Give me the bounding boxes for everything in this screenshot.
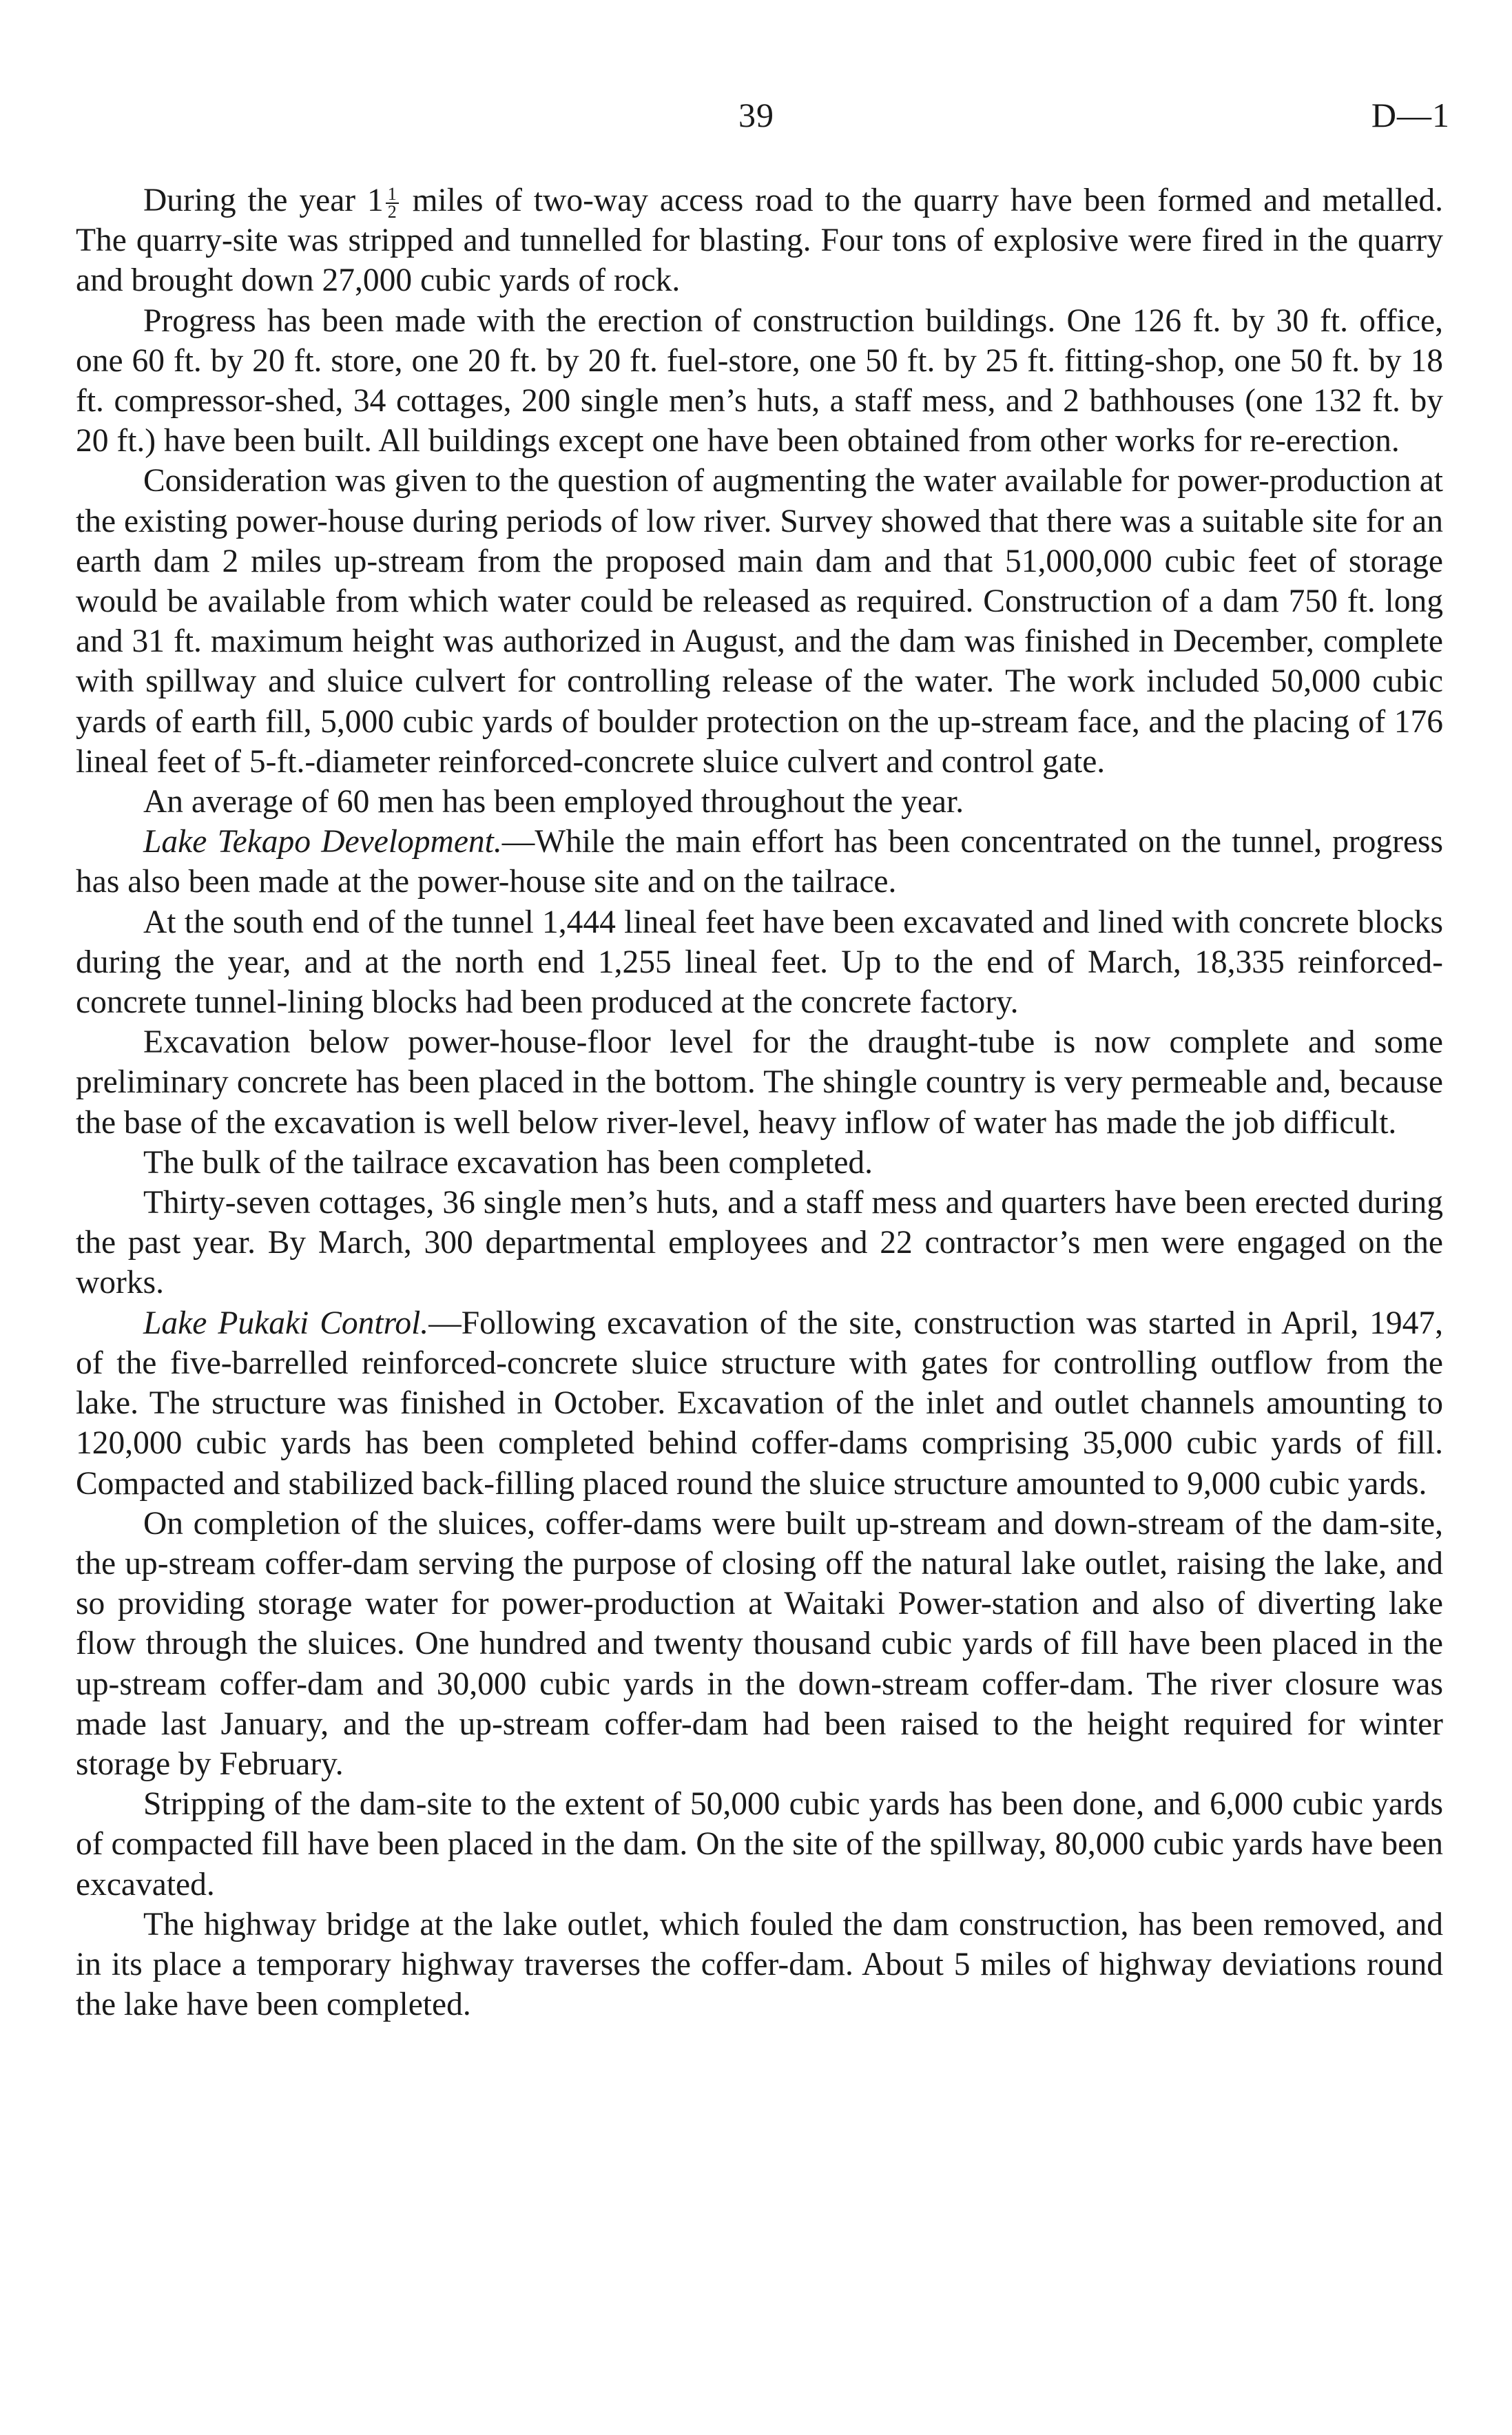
paragraph-highway-bridge: The highway bridge at the lake outlet, which fouled the dam construction, has been removed, and in its place a temporary highway traverses the coffer-dam. About 5 miles of highway deviations round the lake have been completed. [76,1906,1443,2023]
page-header [0,95,1512,143]
section-heading-lake-tekapo: Lake Tekapo Development. [143,824,502,860]
paragraph-stripping: Stripping of the dam-site to the extent of 50,000 cubic yards has been done, and 6,000 cubic yards of compacted fill have been placed in the dam. On the site of the spillway, 80,000 cubic yards have been excavated. [76,1786,1443,1903]
document-code: D—1 [1371,96,1450,134]
fraction-denominator: 2 [387,202,397,222]
paragraph-access-road [76,180,1443,301]
paragraph-text: During the year 1 [143,183,384,218]
paragraph-tailrace: The bulk of the tailrace excavation has been completed. [143,1144,873,1181]
paragraph-lake-tekapo [76,822,1443,902]
section-heading-lake-pukaki: Lake Pukaki Control. [143,1305,429,1341]
paragraph-lake-pukaki [76,1303,1443,1504]
paragraph-construction-buildings: Progress has been made with the erection of construction buildings. One 126 ft. by 30 ft. office, one 60 ft. by 20 ft. store, one 20 ft. by 20 ft. fuel-store, one 50 ft. by 25 ft. fitting-shop, one 50 ft. by 18 ft. compressor-shed, 34 cottages, 200 single men’s huts, a staff mess, and 2 bathhouses (one 132 ft. by 20 ft.) have been built. All buildings except one have been obtained from other works for re-erection. [76,302,1443,459]
paragraph-average-men: An average of 60 men has been employed throughout the year. [143,784,964,820]
paragraph-text: miles of two-way access road to the quarry have been formed and metalled. The quarry-site was stripped and tunnelled for blasting. Four tons of explosive were fired in the quarry and brought down 27,000 cubic yards of rock. [76,183,1443,299]
body-text [76,180,1443,2024]
paragraph-cottages: Thirty-seven cottages, 36 single men’s huts, and a staff mess and quarters have been erected during the past year. By March, 300 departmental employees and 22 contractor’s men were engaged on the works. [76,1185,1443,1301]
paragraph-text: —Following excavation of the site, construction was started in April, 1947, of the five-barrelled reinforced-concrete sluice structure with gates for controlling outflow from the lake. The structure was finished in October. Excavation of the inlet and outlet channels amounting to 120,000 cubic yards has been completed behind coffer-dams comprising 35,000 cubic yards of fill. Compacted and stabilized back-filling placed round the sluice structure amounted to 9,000 cubic yards. [76,1305,1444,1502]
fraction-numerator: 1 [386,186,399,204]
paragraph-excavation: Excavation below power-house-floor level for the draught-tube is now complete and some preliminary concrete has been placed in the bottom. The shingle country is very permeable and, because the base of the excavation is well below river-level, heavy inflow of water has made the job difficult. [76,1024,1443,1141]
paragraph-text: —While the main effort has been concentrated on the tunnel, progress has also been made at the power-house site and on the tailrace. [76,824,1444,900]
paragraph-coffer-dams: On completion of the sluices, coffer-dams were built up-stream and down-stream of the dam-site, the up-stream coffer-dam serving the purpose of closing off the natural lake outlet, raising the lake, and so providing storage water for power-production at Waitaki Power-station and also of diverting lake flow through the sluices. One hundred and twenty thousand cubic yards of fill have been placed in the up-stream coffer-dam and 30,000 cubic yards in the down-stream coffer-dam. The river closure was made last January, and the up-stream coffer-dam had been raised to the height required for winter storage by February. [76,1505,1443,1782]
paragraph-earth-dam: Consideration was given to the question of augmenting the water available for power-production at the existing power-house during periods of low river. Survey showed that there was a suitable site for an earth dam 2 miles up-stream from the proposed main dam and that 51,000,000 cubic feet of storage would be available from which water could be released as required. Construction of a dam 750 ft. long and 31 ft. maximum height was authorized in August, and the dam was finished in December, complete with spillway and sluice culvert for controlling release of the water. The work included 50,000 cubic yards of earth fill, 5,000 cubic yards of boulder protection on the up-stream face, and the placing of 176 lineal feet of 5-ft.-diameter reinforced-concrete sluice culvert and control gate. [76,463,1443,780]
fraction-one-half [386,186,399,220]
page-number: 39 [738,96,774,134]
paragraph-tunnel-lining: At the south end of the tunnel 1,444 lineal feet have been excavated and lined with concrete blocks during the year, and at the north end 1,255 lineal feet. Up to the end of March, 18,335 reinforced-concrete tunnel-lining blocks had been produced at the concrete factory. [76,904,1443,1021]
